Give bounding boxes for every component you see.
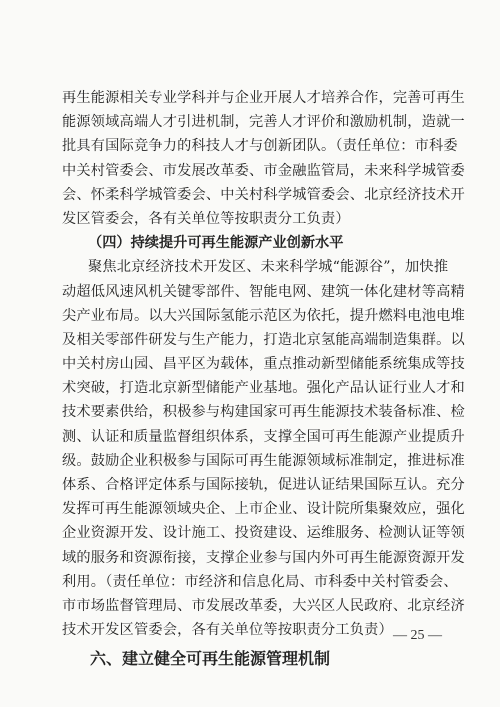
text-line: 企业资源开发、设计施工、投资建设、运维服务、检测认证等领 <box>62 525 465 542</box>
text-line: 中关村管委会、市发展改革委、市金融监管局，未来科学城管委 <box>62 162 465 179</box>
text-line: 术突破，打造北京新型储能产业基地。强化产品认证行业人才和 <box>62 380 465 397</box>
text-line: 测、认证和质量监督组织体系，支撑全国可再生能源产业提质升 <box>62 428 465 445</box>
text-line: 尖产业布局。以大兴国际氢能示范区为依托，提升燃料电池电堆 <box>62 307 465 324</box>
text-line: 市市场监督管理局、市发展改革委，大兴区人民政府、北京经济 <box>62 597 465 614</box>
text-line: 技术开发区管委会，各有关单位等按职责分工负责） <box>62 622 393 639</box>
section-heading-management-mechanism: 六、建立健全可再生能源管理机制 <box>90 649 331 669</box>
document-body <box>62 86 465 674</box>
text-line: 体系、合格评定体系与国际接轨，促进认证结果国际互认。充分 <box>62 477 465 493</box>
text-line: 能源领域高端人才引进机制，完善人才评价和激励机制，造就一 <box>62 114 465 131</box>
text-line: 批具有国际竞争力的科技人才与创新团队。（责任单位：市科委 <box>62 138 458 155</box>
paragraph-talent-cooperation <box>62 86 465 231</box>
page-number: — 25 — <box>393 628 442 643</box>
text-line: 级。鼓励企业积极参与国际可再生能源领域标准制定，推进标准 <box>62 452 465 469</box>
subheading-industry-innovation: （四）持续提升可再生能源产业创新水平 <box>88 235 344 252</box>
text-line: 会、怀柔科学城管委会、中关村科学城管委会、北京经济技术开 <box>62 186 465 203</box>
text-line: 动超低风速风机关键零部件、智能电网、建筑一体化建材等高精 <box>62 283 465 300</box>
text-line: 域的服务和资源衔接，支撑企业参与国内外可再生能源资源开发 <box>62 549 465 566</box>
text-line: 利用。（责任单位：市经济和信息化局、市科委中关村管委会、 <box>62 573 458 590</box>
text-line: 再生能源相关专业学科并与企业开展人才培养合作，完善可再生 <box>62 90 465 106</box>
paragraph-industry-innovation <box>62 255 465 642</box>
text-line: 及相关零部件研发与生产能力，打造北京氢能高端制造集群。以 <box>62 331 465 348</box>
text-line: 技术要素供给，积极参与构建国家可再生能源技术装备标准、检 <box>62 404 465 421</box>
text-line: 发区管委会，各有关单位等按职责分工负责） <box>62 210 350 227</box>
text-line: 聚焦北京经济技术开发区、未来科学城“能源谷”，加快推 <box>88 259 449 276</box>
text-line: 发挥可再生能源领域央企、上市企业、设计院所集聚效应，强化 <box>62 501 465 518</box>
text-line: 中关村房山园、昌平区为载体，重点推动新型储能系统集成等技 <box>62 356 465 373</box>
